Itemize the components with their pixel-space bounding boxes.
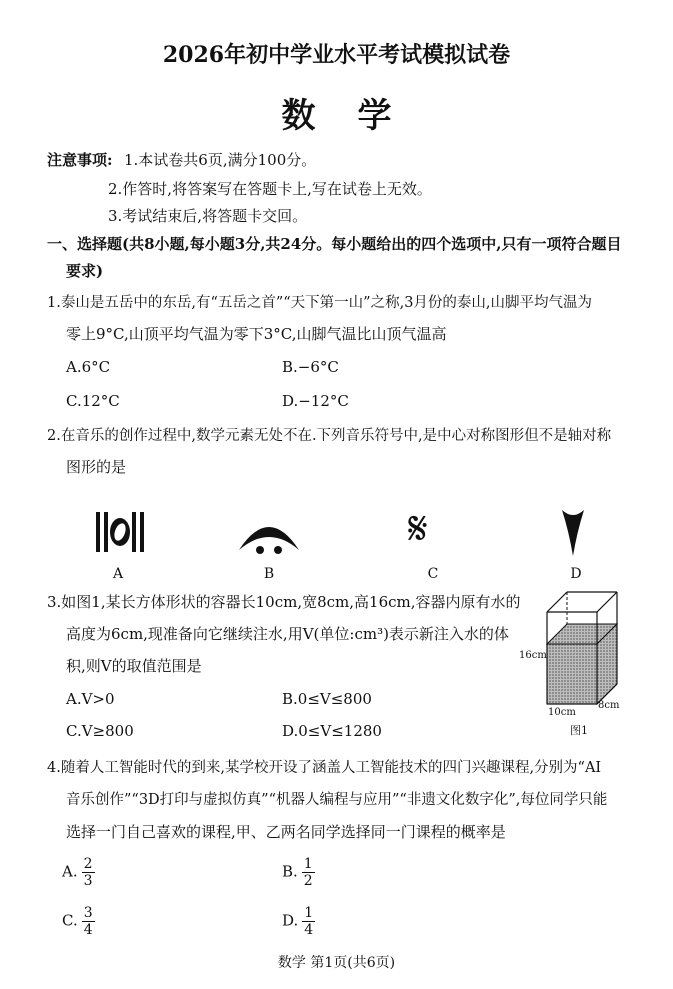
q4-option-a (62, 856, 95, 889)
q4-stem-line3: 选择一门自己喜欢的课程,甲、乙两名同学选择同一门课程的概率是 (66, 823, 506, 841)
q1-option-a: A.6°C (66, 358, 111, 376)
q2-stem-line1: 2.在音乐的创作过程中,数学元素无处不在.下列音乐符号中,是中心对称图形但不是轴对称 (47, 428, 612, 444)
q4-option-c-fraction (82, 905, 95, 938)
notice-item-1: 1.本试卷共6页,满分100分。 (124, 151, 317, 169)
denominator: 2 (303, 873, 313, 889)
q4-option-a-label: A. (62, 862, 78, 881)
figure-length-label: 10cm (548, 707, 576, 718)
q4-option-d (282, 905, 315, 938)
q2-label-a: A (112, 566, 124, 582)
q4-option-c-label: C. (62, 911, 78, 930)
page-footer: 数学 第1页(共6页) (277, 955, 396, 971)
q4-option-d-label: D. (282, 911, 299, 930)
q1-option-c: C.12°C (66, 392, 120, 410)
numerator: 1 (303, 856, 313, 872)
q4-stem-line2: 音乐创作”“3D打印与虚拟仿真”“机器人编程与应用”“非遗文化数字化”,每位同学只能 (66, 792, 608, 808)
symbol-b-fermata-icon (236, 512, 302, 558)
q4-option-b-label: B. (282, 862, 298, 881)
q2-label-b: B (263, 566, 275, 582)
symbol-c-segno-icon: 𝄋 (408, 501, 428, 555)
q2-stem-line2: 图形的是 (66, 458, 127, 476)
q4-option-d-fraction (302, 905, 315, 938)
q4-option-a-fraction (82, 856, 95, 889)
notice-label: 注意事项: (47, 151, 113, 169)
q1-stem-line2: 零上9°C,山顶平均气温为零下3°C,山脚气温比山顶气温高 (66, 325, 447, 343)
denominator: 4 (83, 922, 93, 938)
symbol-d-icon (560, 506, 586, 558)
section1-header-cont: 要求) (66, 262, 104, 280)
q3-stem-line3: 积,则V的取值范围是 (66, 657, 202, 675)
q1-stem-line1: 1.泰山是五岳中的东岳,有“五岳之首”“天下第一山”之称,3月份的泰山,山脚平均气温为 (47, 295, 593, 311)
exam-title: 2026年初中学业水平考试模拟试卷 (162, 42, 511, 68)
q2-label-d: D (570, 566, 582, 582)
q3-option-d: D.0≤V≤1280 (282, 722, 382, 740)
symbol-a-icon (92, 508, 148, 556)
q3-option-a: A.V>0 (66, 690, 115, 708)
q3-stem-line2: 高度为6cm,现准备向它继续注水,用V(单位:cm³)表示新注入水的体 (66, 625, 509, 643)
q4-option-b-fraction (302, 856, 315, 889)
q2-label-c: C (427, 566, 439, 582)
denominator: 4 (304, 922, 314, 938)
q4-option-c (62, 905, 95, 938)
section1-header: 一、选择题(共8小题,每小题3分,共24分。每小题给出的四个选项中,只有一项符合题目 (47, 235, 622, 253)
q1-option-b: B.−6°C (282, 358, 339, 376)
notice-item-3: 3.考试结束后,将答题卡交回。 (108, 207, 308, 225)
numerator: 1 (304, 905, 314, 921)
q1-option-d: D.−12°C (282, 392, 349, 410)
q3-option-b: B.0≤V≤800 (282, 690, 372, 708)
notice-item-2: 2.作答时,将答案写在答题卡上,写在试卷上无效。 (108, 180, 432, 198)
q3-stem-line1: 3.如图1,某长方体形状的容器长10cm,宽8cm,高16cm,容器内原有水的 (47, 593, 521, 611)
numerator: 3 (83, 905, 93, 921)
q4-option-b (282, 856, 315, 889)
subject-title: 数学 (281, 96, 434, 136)
figure-height-label: 16cm (519, 650, 547, 661)
q3-option-c: C.V≥800 (66, 722, 134, 740)
figure-width-label: 8cm (598, 700, 620, 711)
q4-stem-line1: 4.随着人工智能时代的到来,某学校开设了涵盖人工智能技术的四门兴趣课程,分别为“AI (47, 760, 602, 776)
figure-caption: 图1 (570, 724, 588, 737)
denominator: 3 (83, 873, 93, 889)
numerator: 2 (83, 856, 93, 872)
container-figure (540, 590, 622, 714)
